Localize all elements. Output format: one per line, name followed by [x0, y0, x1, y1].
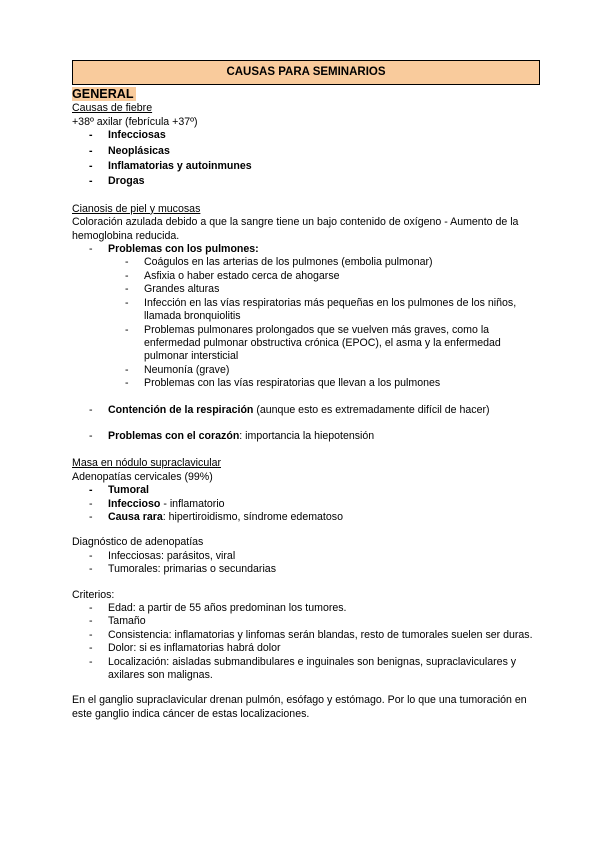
section-heading-general: GENERAL [72, 87, 134, 101]
list-item: - Neoplásicas [72, 145, 540, 158]
respiracion-text: (aunque esto es extremadamente difícil de hacer) [253, 403, 490, 416]
list-item [72, 498, 540, 511]
diagnostico-heading: Diagnóstico de adenopatías [72, 536, 204, 549]
list-item [72, 430, 540, 443]
list-item: - Grandes alturas [72, 283, 540, 296]
diagnostico-list [72, 550, 540, 577]
corazon-text: : importancia la hiepotensión [239, 429, 375, 442]
list-item: - Dolor: si es inflamatorias habrá dolor [72, 642, 540, 655]
pulmones-sublist [72, 256, 540, 390]
masa-intro: Adenopatías cervicales (99%) [72, 470, 213, 483]
cianosis-intro: Coloración azulada debido a que la sangre tiene un bajo contenido de oxígeno - Aumento de la hemoglobina reducida. [72, 216, 519, 242]
list-item: - Tumorales: primarias o secundarias [72, 563, 540, 576]
fiebre-heading: Causas de fiebre [72, 102, 153, 115]
causa-rara-label: Causa rara [108, 510, 163, 523]
corazon-label: Problemas con el corazón [108, 429, 240, 442]
list-item: - Coágulos en las arterias de los pulmones (embolia pulmonar) [72, 256, 540, 269]
cianosis-heading: Cianosis de piel y mucosas [72, 202, 201, 215]
list-item: - Drogas [72, 175, 540, 188]
cianosis-list [72, 243, 540, 443]
list-item: - Localización: aisladas submandibulares e inguinales son benignas, supraclaviculares y axilares son malignas. [72, 656, 540, 683]
conclusion-paragraph: En el ganglio supraclavicular drenan pulmón, esófago y estómago. Por lo que una tumoración en este ganglio indica cáncer de estas localizaciones. [72, 694, 527, 720]
list-item [72, 404, 540, 417]
list-item: - Neumonía (grave) [72, 364, 540, 377]
list-item: - Infecciosas [72, 129, 540, 142]
list-item: - Consistencia: inflamatorias y linfomas serán blandas, resto de tumorales suelen ser duras. [72, 629, 540, 642]
masa-list [72, 484, 540, 524]
list-item: - Tumoral [72, 484, 540, 497]
respiracion-label: Contención de la respiración [108, 403, 254, 416]
masa-heading: Masa en nódulo supraclavicular [72, 457, 221, 470]
list-item: - Infecciosas: parásitos, viral [72, 550, 540, 563]
infeccioso-text: - inflamatorio [160, 497, 225, 510]
fiebre-list [72, 129, 540, 189]
list-item [72, 511, 540, 524]
document-title: CAUSAS PARA SEMINARIOS [72, 60, 540, 85]
fiebre-intro: +38º axilar (febrícula +37º) [72, 115, 198, 128]
criterios-heading: Criterios: [72, 588, 115, 601]
list-item: - Infección en las vías respiratorias más pequeñas en los pulmones de los niños, llamada bronquiolitis [72, 297, 540, 324]
list-item [72, 243, 540, 390]
infeccioso-label: Infeccioso [108, 497, 161, 510]
list-item: - Problemas pulmonares prolongados que se vuelven más graves, como la enfermedad pulmonar obstructiva crónica (EPOC), el asma y la enfermedad pulmonar intersticial [72, 324, 540, 364]
criterios-list [72, 602, 540, 682]
list-item: - Edad: a partir de 55 años predominan los tumores. [72, 602, 540, 615]
list-item: - Asfixia o haber estado cerca de ahogarse [72, 270, 540, 283]
list-item: - Problemas con las vías respiratorias que llevan a los pulmones [72, 377, 540, 390]
document-page [72, 60, 540, 721]
list-item: - Inflamatorias y autoinmunes [72, 160, 540, 173]
list-item: - Tamaño [72, 615, 540, 628]
pulmones-label: Problemas con los pulmones: [108, 243, 259, 256]
causa-rara-text: : hipertiroidismo, síndrome edematoso [162, 510, 343, 523]
